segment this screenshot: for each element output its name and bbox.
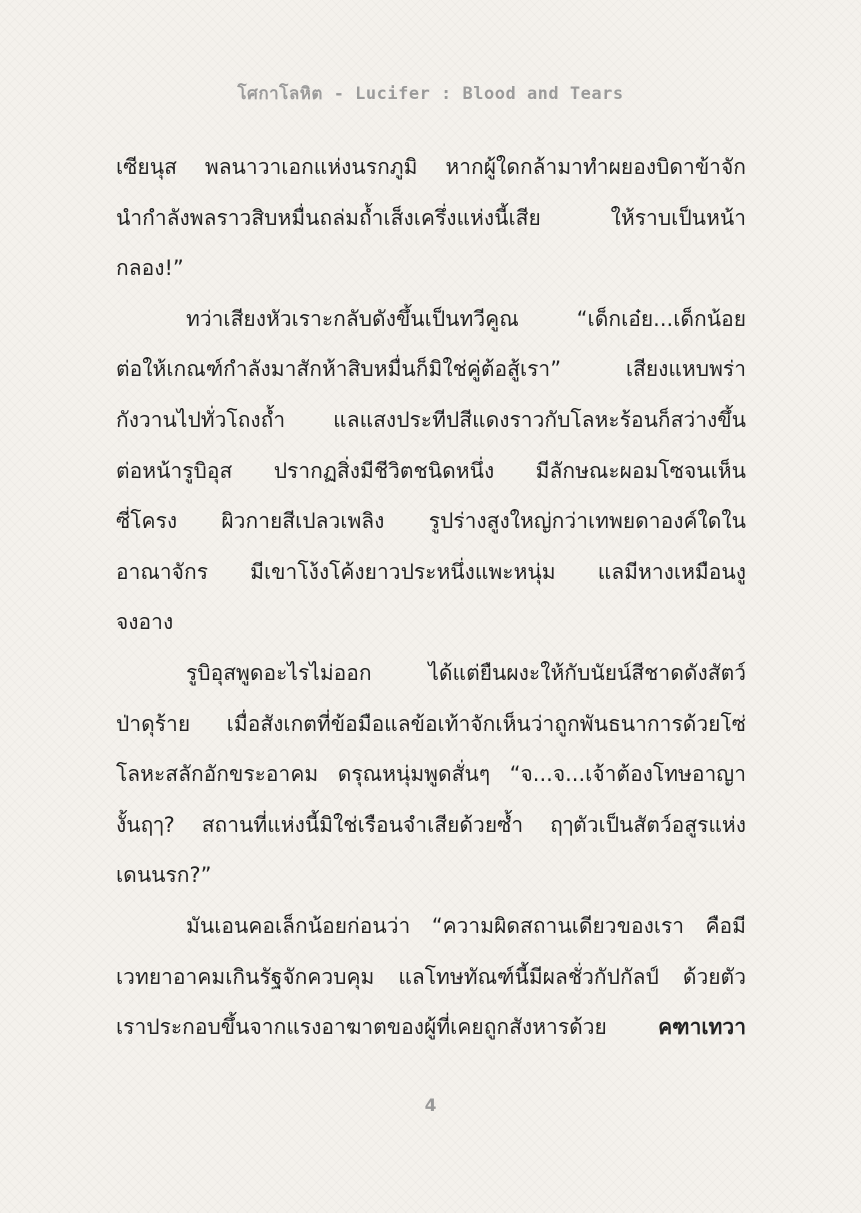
paragraph-first-line: ทว่าเสียงหัวเราะกลับดังขึ้นเป็นทวีคูณ “เด็กเอ๋ย...เด็กน้อย [186,306,746,331]
bold-term: คฑาเทวา [658,1015,746,1040]
text-line: โลหะสลักอักขระอาคม ดรุณหนุ่มพูดสั่นๆ “จ...จ...เจ้าต้องโทษอาญา [116,762,746,787]
text-line: เวทยาอาคมเกินรัฐจักควบคุม แลโทษทัณฑ์นี้มีผลชั่วกัปกัลป์ ด้วยตัว [116,964,746,989]
text-line: จงอาง [116,610,174,635]
text-line: กลอง!” [116,256,184,281]
body-text [116,142,746,1053]
text-line: ซี่โครง ผิวกายสีเปลวเพลิง รูปร่างสูงใหญ่กว่าเทพยดาองค์ใดใน [116,509,746,534]
text-line: นำกำลังพลราวสิบหมื่นถล่มถ้ำเส็งเครึ่งแห่งนี้เสีย ให้ราบเป็นหน้า [116,205,746,230]
paragraph-first-line: รูบิอุสพูดอะไรไม่ออก ได้แต่ยืนผงะให้กับนัยน์สีชาดดังสัตว์ [186,660,746,685]
page-number: 4 [424,1096,437,1116]
text-span: เราประกอบขึ้นจากแรงอาฆาตของผู้ที่เคยถูกสังหารด้วย [116,1015,607,1040]
text-line: ต่อหน้ารูบิอุส ปรากฏสิ่งมีชีวิตชนิดหนึ่ง มีลักษณะผอมโซจนเห็น [116,458,746,483]
text-line: เดนนรก?” [116,863,212,888]
text-line: งั้นฤๅ? สถานที่แห่งนี้มิใช่เรือนจำเสียด้วยซ้ำ ฤๅตัวเป็นสัตว์อสูรแห่ง [116,812,746,837]
text-line: อาณาจักร มีเขาโง้งโค้งยาวประหนึ่งแพะหนุ่ม แลมีหางเหมือนงู [116,559,746,584]
text-line: กังวานไปทั่วโถงถ้ำ แลแสงประทีปสีแดงราวกับโลหะร้อนก็สว่างขึ้น [116,407,746,432]
running-header: โศกาโลหิต - Lucifer : Blood and Tears [237,84,624,104]
paragraph-first-line: มันเอนคอเล็กน้อยก่อนว่า “ความผิดสถานเดียวของเรา คือมี [186,913,746,938]
text-line: ป่าดุร้าย เมื่อสังเกตที่ข้อมือแลข้อเท้าจักเห็นว่าถูกพันธนาการด้วยโซ่ [116,711,746,736]
text-line: เซียนุส พลนาวาเอกแห่งนรกภูมิ หากผู้ใดกล้ามาทำผยองบิดาข้าจัก [116,155,746,179]
text-line: ต่อให้เกณฑ์กำลังมาสักห้าสิบหมื่นก็มิใช่คู่ต้อสู้เรา” เสียงแหบพร่า [116,357,746,382]
text-line-final [116,1002,746,1053]
